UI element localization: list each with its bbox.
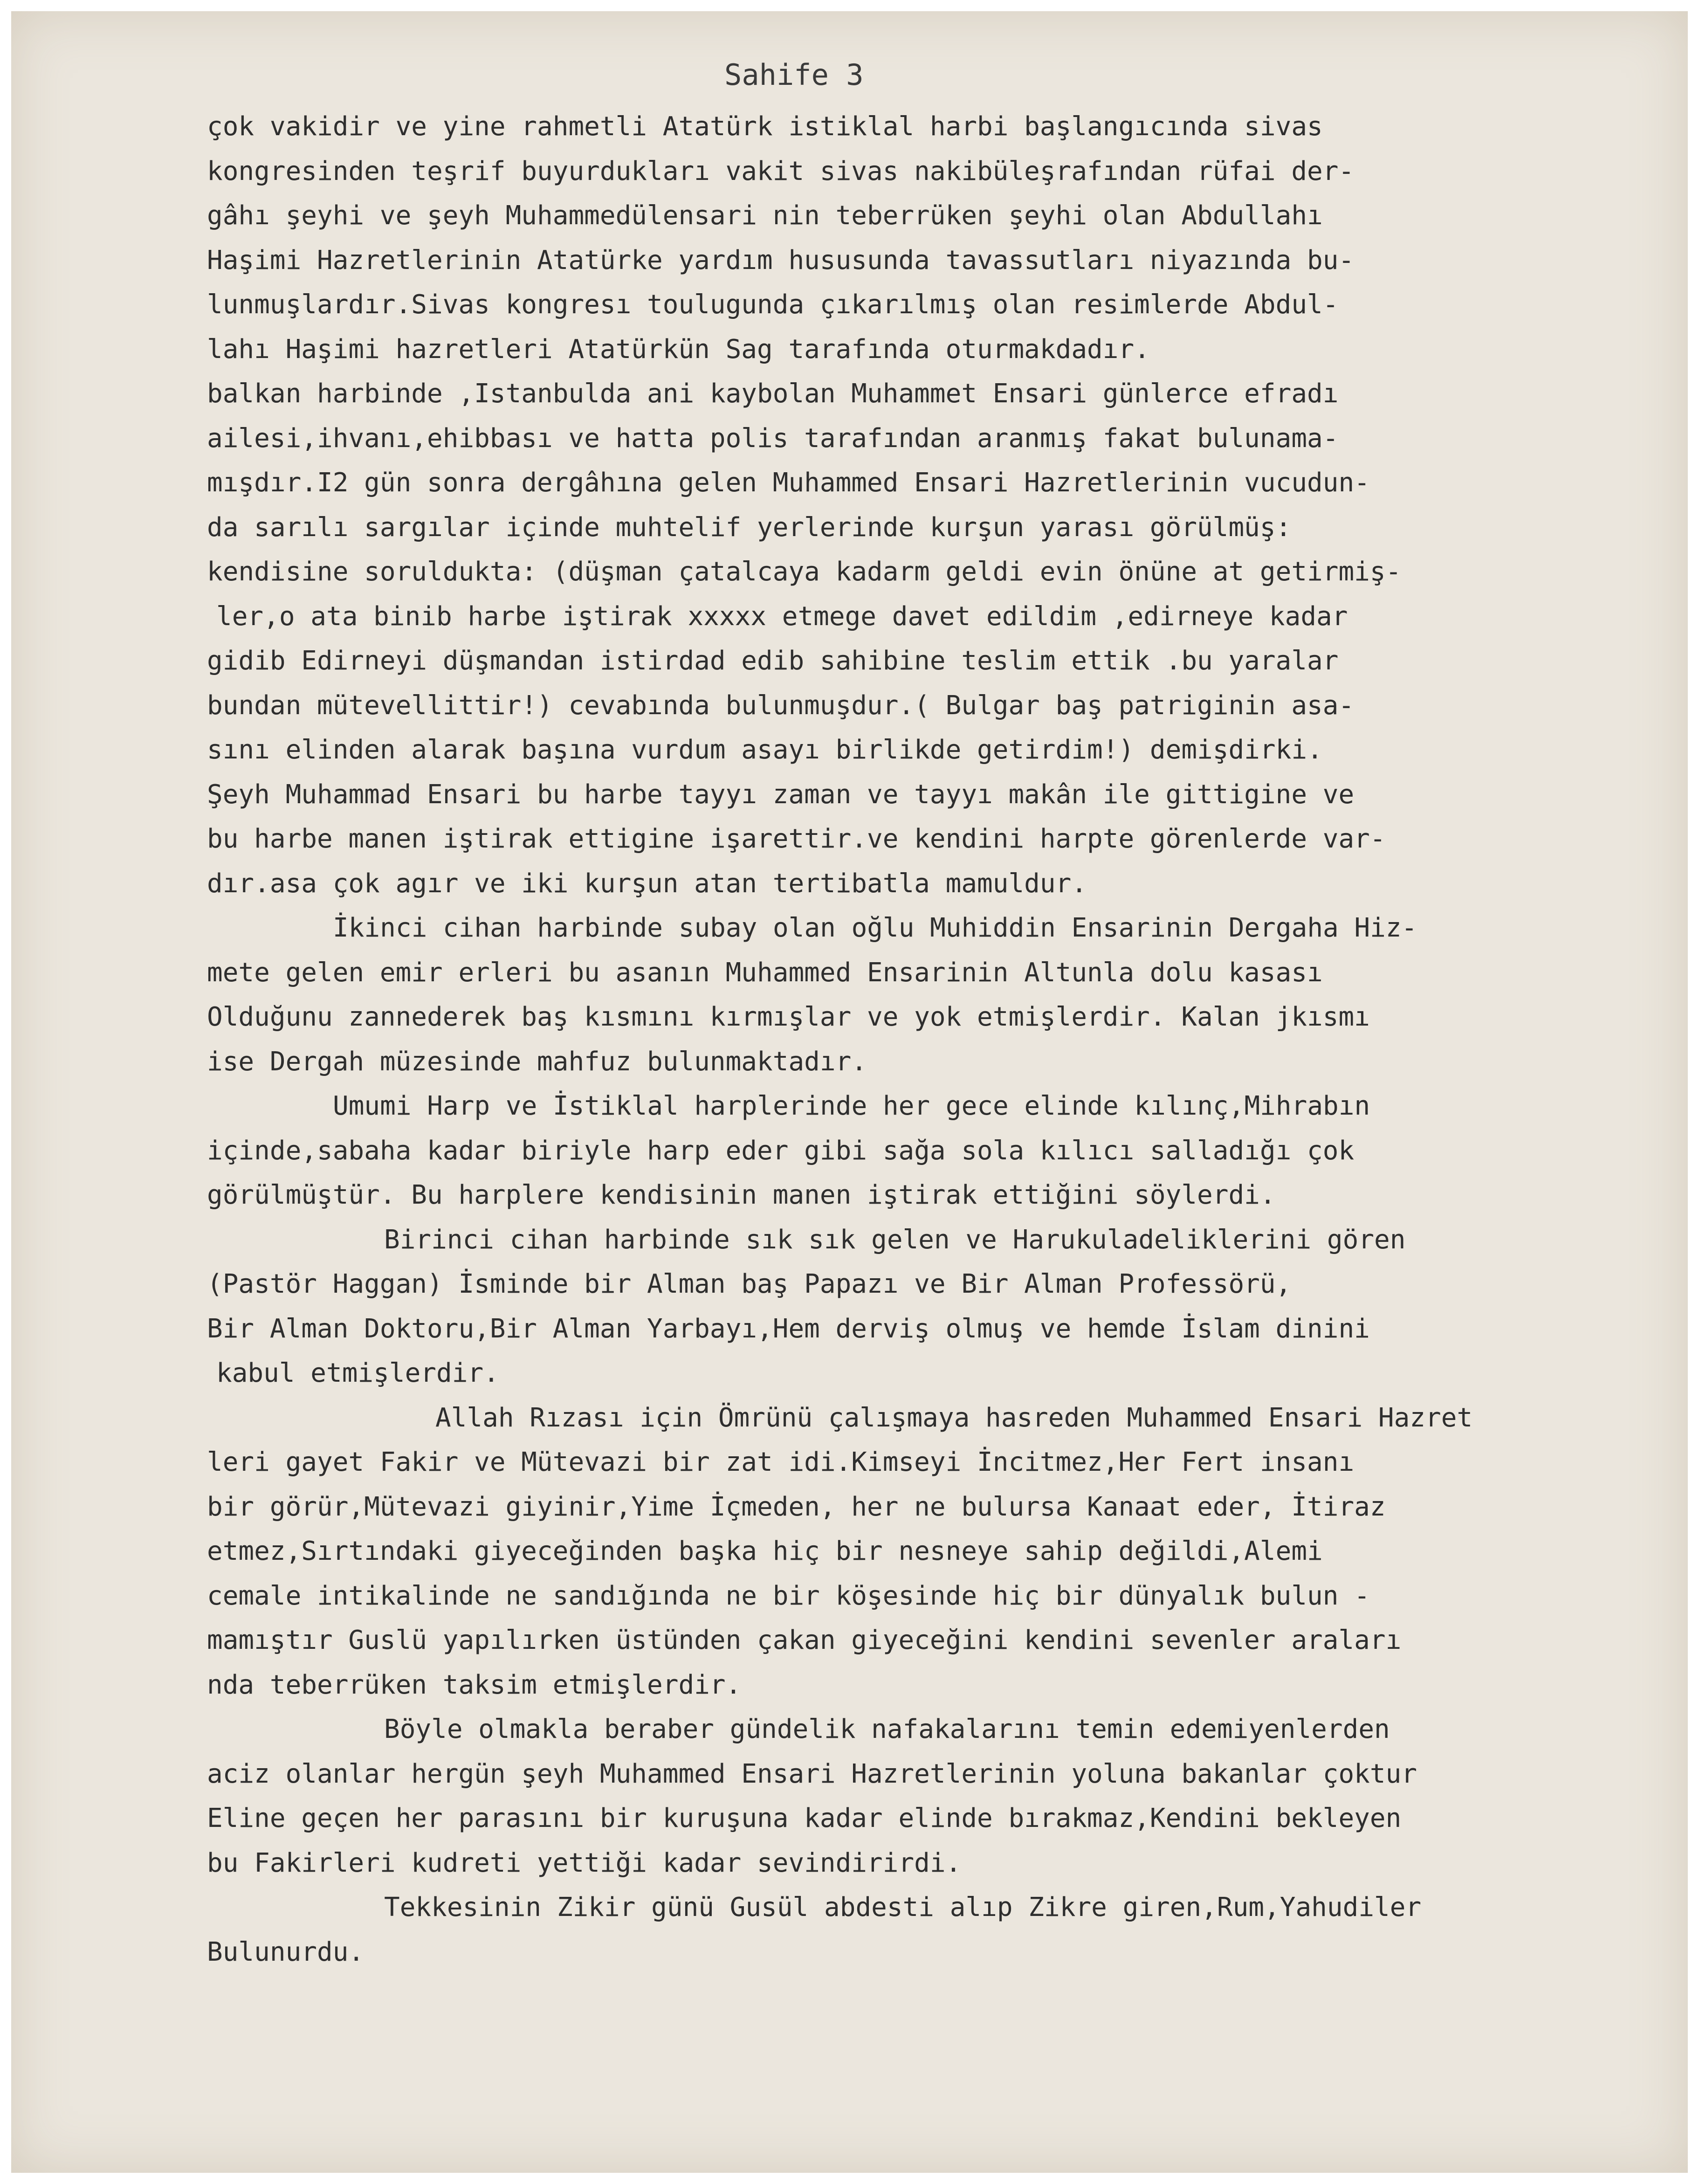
text-line: bu Fakirleri kudreti yettiği kadar sevindirirdi. bbox=[207, 1847, 962, 1878]
text-line: Tekkesinin Zikir günü Gusül abdesti alıp Zikre giren,Rum,Yahudiler bbox=[384, 1892, 1422, 1922]
text-line: Birinci cihan harbinde sık sık gelen ve Harukuladeliklerini gören bbox=[384, 1224, 1406, 1255]
text-line: mamıştır Guslü yapılırken üstünden çakan giyeceğini kendini sevenler araları bbox=[207, 1625, 1402, 1655]
text-line: kendisine soruldukta: (düşman çatalcaya kadarm geldi evin önüne at getirmiş- bbox=[207, 557, 1402, 587]
text-line: Bulunurdu. bbox=[207, 1936, 365, 1967]
text-line: ailesi,ihvanı,ehibbası ve hatta polis tarafından aranmış fakat bulunama- bbox=[207, 423, 1339, 454]
text-line: görülmüştür. Bu harplere kendisinin manen iştirak ettiğini söylerdi. bbox=[207, 1180, 1276, 1210]
text-line: gâhı şeyhi ve şeyh Muhammedülensari nin teberrüken şeyhi olan Abdullahı bbox=[207, 200, 1323, 231]
text-line: Haşimi Hazretlerinin Atatürke yardım hususunda tavassutları niyazında bu- bbox=[207, 245, 1355, 276]
text-line: içinde,sabaha kadar biriyle harp eder gibi sağa sola kılıcı salladığı çok bbox=[207, 1135, 1355, 1166]
typewritten-page bbox=[11, 11, 1688, 2173]
text-line: mışdır.I2 gün sonra dergâhına gelen Muhammed Ensari Hazretlerinin vucudun- bbox=[207, 468, 1370, 498]
text-line: ise Dergah müzesinde mahfuz bulunmaktadır. bbox=[207, 1046, 867, 1077]
text-line: gidib Edirneyi düşmandan istirdad edib sahibine teslim ettik .bu yaralar bbox=[207, 646, 1339, 676]
text-line: (Pastör Haggan) İsminde bir Alman baş Papazı ve Bir Alman Professörü, bbox=[207, 1269, 1292, 1299]
text-line: mete gelen emir erleri bu asanın Muhammed Ensarinin Altunla dolu kasası bbox=[207, 957, 1323, 988]
text-line: nda teberrüken taksim etmişlerdir. bbox=[207, 1669, 742, 1700]
text-line: cemale intikalinde ne sandığında ne bir köşesinde hiç bir dünyalık bulun - bbox=[207, 1580, 1370, 1611]
text-line: Allah Rızası için Ömrünü çalışmaya hasreden Muhammed Ensari Hazret bbox=[435, 1402, 1473, 1433]
text-line: kabul etmişlerdir. bbox=[216, 1358, 499, 1388]
text-line: Olduğunu zannederek baş kısmını kırmışlar ve yok etmişlerdir. Kalan jkısmı bbox=[207, 1002, 1370, 1032]
text-line: bu harbe manen iştirak ettigine işarettir.ve kendini harpte görenlerde var- bbox=[207, 824, 1386, 854]
text-line: lahı Haşimi hazretleri Atatürkün Sag tarafında oturmakdadır. bbox=[207, 334, 1150, 365]
text-line: bir görür,Mütevazi giyinir,Yime İçmeden, her ne bulursa Kanaat eder, İtiraz bbox=[207, 1491, 1386, 1522]
page-number: Sahife 3 bbox=[724, 58, 864, 92]
text-line: etmez,Sırtındaki giyeceğinden başka hiç bir nesneye sahip değildi,Alemi bbox=[207, 1536, 1323, 1566]
text-line: Eline geçen her parasını bir kuruşuna kadar elinde bırakmaz,Kendini bekleyen bbox=[207, 1803, 1402, 1833]
text-line: lunmuşlardır.Sivas kongresı toulugunda çıkarılmış olan resimlerde Abdul- bbox=[207, 289, 1339, 320]
text-line: da sarılı sargılar içinde muhtelif yerlerinde kurşun yarası görülmüş: bbox=[207, 512, 1292, 543]
text-line: Böyle olmakla beraber gündelik nafakalarını temin edemiyenlerden bbox=[384, 1714, 1390, 1744]
text-line: Bir Alman Doktoru,Bir Alman Yarbayı,Hem derviş olmuş ve hemde İslam dinini bbox=[207, 1313, 1370, 1344]
text-line: bundan mütevellittir!) cevabında bulunmuşdur.( Bulgar baş patriginin asa- bbox=[207, 690, 1355, 721]
text-line: Şeyh Muhammad Ensari bu harbe tayyı zaman ve tayyı makân ile gittigine ve bbox=[207, 779, 1355, 810]
text-line: sını elinden alarak başına vurdum asayı birlikde getirdim!) demişdirki. bbox=[207, 735, 1323, 765]
text-line: Umumi Harp ve İstiklal harplerinde her gece elinde kılınç,Mihrabın bbox=[333, 1091, 1370, 1121]
text-line: dır.asa çok agır ve iki kurşun atan tertibatla mamuldur. bbox=[207, 868, 1087, 899]
text-line: leri gayet Fakir ve Mütevazi bir zat idi.Kimseyi İncitmez,Her Fert insanı bbox=[207, 1447, 1355, 1477]
text-line: balkan harbinde ,Istanbulda ani kaybolan Muhammet Ensari günlerce efradı bbox=[207, 379, 1339, 409]
text-line: aciz olanlar hergün şeyh Muhammed Ensari Hazretlerinin yoluna bakanlar çoktur bbox=[207, 1758, 1417, 1789]
typewritten-body bbox=[207, 104, 1652, 1974]
text-line: İkinci cihan harbinde subay olan oğlu Muhiddin Ensarinin Dergaha Hiz- bbox=[333, 913, 1417, 943]
text-line: çok vakidir ve yine rahmetli Atatürk istiklal harbi başlangıcında sivas bbox=[207, 111, 1323, 142]
text-line: kongresinden teşrif buyurdukları vakit sivas nakibüleşrafından rüfai der- bbox=[207, 156, 1355, 186]
text-line: ler,o ata binib harbe iştirak xxxxx etmege davet edildim ,edirneye kadar bbox=[216, 601, 1348, 632]
